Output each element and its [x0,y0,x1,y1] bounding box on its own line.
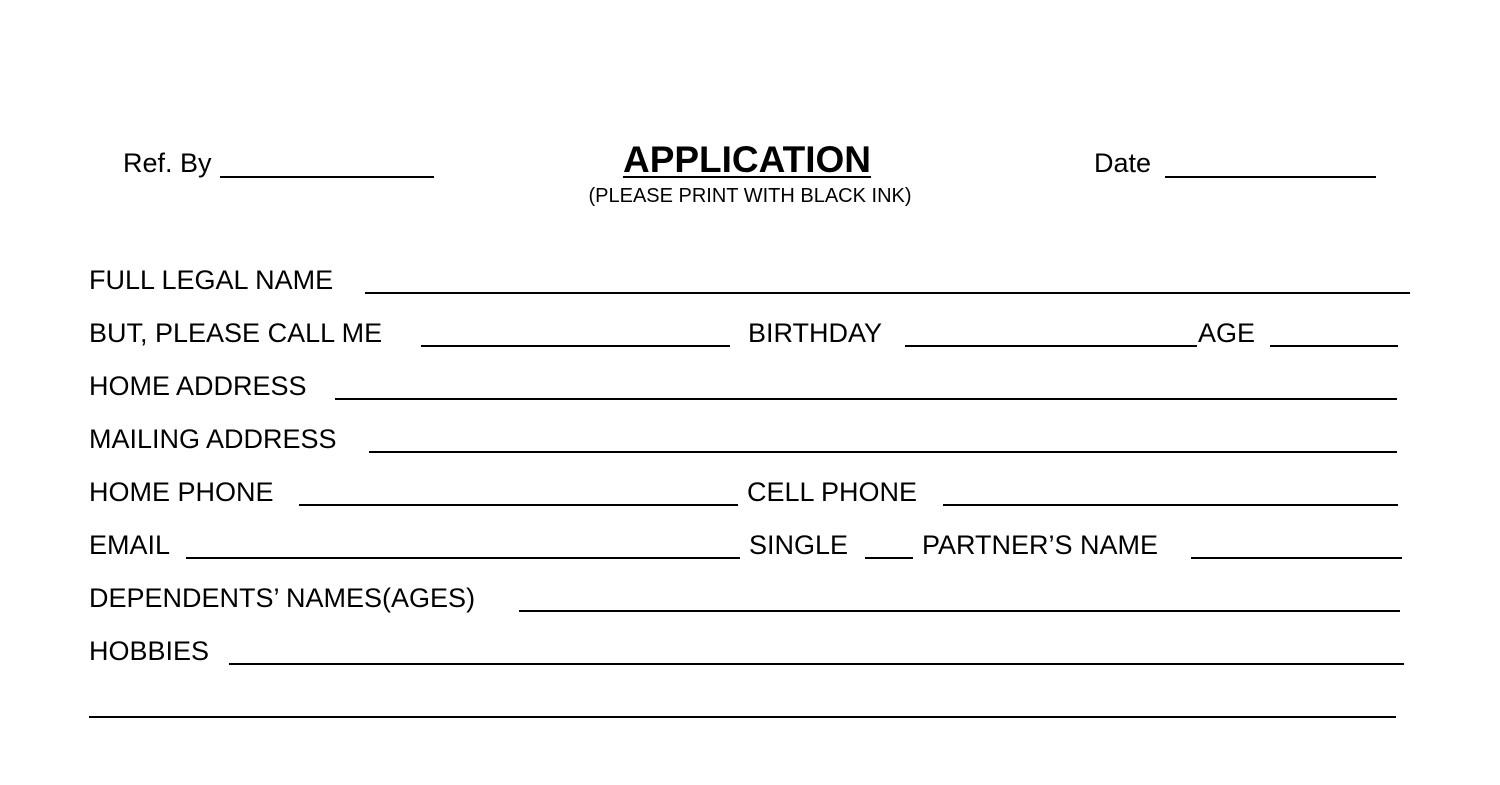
dependents-field[interactable] [519,610,1400,612]
hobbies-extra-line[interactable] [89,716,1396,718]
age-field[interactable] [1270,345,1398,347]
mailing-address-field[interactable] [369,451,1397,453]
full-legal-name-label: FULL LEGAL NAME [89,265,334,295]
date-field[interactable] [1165,176,1376,178]
email-label: EMAIL [89,530,171,560]
cell-phone-label: CELL PHONE [747,477,918,507]
home-phone-field[interactable] [299,504,738,506]
date-label: Date [1094,148,1152,178]
title-text: APPLICATION [622,139,872,180]
full-legal-name-field[interactable] [365,292,1410,294]
single-field[interactable] [865,557,913,559]
partners-name-label: PARTNER’S NAME [922,530,1159,560]
home-address-label: HOME ADDRESS [89,371,307,401]
birthday-field[interactable] [905,345,1197,347]
partners-name-field[interactable] [1191,557,1402,559]
ref-by-label: Ref. By [123,148,212,178]
hobbies-label: HOBBIES [89,636,210,666]
hobbies-field[interactable] [229,663,1404,665]
birthday-label: BIRTHDAY [748,318,883,348]
home-address-field[interactable] [335,398,1397,400]
call-me-label: BUT, PLEASE CALL ME [89,318,383,348]
page-title [0,140,1494,180]
subtitle: (PLEASE PRINT WITH BLACK INK) [588,185,912,207]
email-field[interactable] [186,557,740,559]
single-label: SINGLE [749,530,849,560]
mailing-address-label: MAILING ADDRESS [89,424,337,454]
call-me-field[interactable] [421,345,730,347]
home-phone-label: HOME PHONE [89,477,274,507]
dependents-label: DEPENDENTS’ NAMES(AGES) [89,583,476,613]
cell-phone-field[interactable] [943,504,1398,506]
age-label: AGE [1198,318,1256,348]
